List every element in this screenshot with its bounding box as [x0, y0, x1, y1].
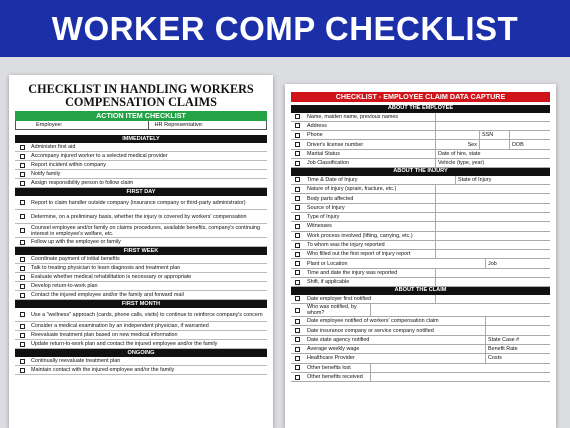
- checkbox[interactable]: [20, 342, 25, 347]
- checkbox[interactable]: [295, 215, 300, 220]
- section-about-claim: ABOUT THE CLAIM: [291, 287, 550, 295]
- checkbox[interactable]: [295, 319, 300, 324]
- injury-field-value[interactable]: [435, 204, 550, 212]
- checkbox[interactable]: [20, 240, 25, 245]
- field-first-notified: Date employer first notified: [291, 295, 550, 304]
- injury-field-value[interactable]: [435, 232, 550, 240]
- checkbox[interactable]: [20, 214, 25, 219]
- checklist-item-label: Administer first aid: [31, 144, 76, 150]
- section-immediately: IMMEDIATELY: [15, 135, 267, 143]
- left-checklist-page: [9, 75, 273, 428]
- checklist-item: [15, 273, 267, 282]
- field-time-reported: Time and date the injury was reported: [291, 269, 550, 278]
- checklist-item-label: Develop return-to-work plan: [31, 283, 98, 289]
- injury-field: [291, 185, 550, 194]
- injury-field: [291, 213, 550, 222]
- injury-field: [291, 241, 550, 250]
- section-ongoing: ONGOING: [15, 349, 267, 357]
- checkbox[interactable]: [20, 312, 25, 317]
- checklist-item-label: Assign responsibility person to follow claim: [31, 180, 134, 186]
- injury-field: [291, 194, 550, 203]
- checkbox[interactable]: [295, 205, 300, 210]
- checklist-item: [15, 366, 267, 375]
- field-date-wc: Date employee notified of workers' compensation claim: [291, 317, 550, 326]
- injury-field-label: Witnesses: [307, 223, 332, 230]
- injury-field-value[interactable]: [435, 222, 550, 230]
- left-sections: [15, 135, 267, 375]
- checkbox[interactable]: [20, 333, 25, 338]
- checkbox[interactable]: [20, 172, 25, 177]
- checkbox[interactable]: [295, 133, 300, 138]
- injury-field: [291, 222, 550, 231]
- checkbox[interactable]: [20, 163, 25, 168]
- banner-title: WORKER COMP CHECKLIST: [51, 9, 519, 47]
- right-claim-page: [285, 84, 556, 428]
- checklist-item-label: Consider a medical examination by an independent physician, if warranted: [31, 323, 209, 329]
- checkbox[interactable]: [295, 328, 300, 333]
- checkbox[interactable]: [20, 228, 25, 233]
- checkbox[interactable]: [20, 181, 25, 186]
- section-first-month: FIRST MONTH: [15, 300, 267, 308]
- checkbox[interactable]: [295, 196, 300, 201]
- checklist-item-label: Notify family: [31, 171, 61, 177]
- field-marital-hire: Marital Status Date of hire, state: [291, 150, 550, 159]
- checklist-item-label: Talk to treating physician to learn diagnosis and treatment plan: [31, 265, 181, 271]
- checkbox[interactable]: [295, 280, 300, 285]
- checklist-item: [15, 161, 267, 170]
- checkbox[interactable]: [295, 114, 300, 119]
- injury-field-value[interactable]: [435, 194, 550, 202]
- checkbox[interactable]: [295, 261, 300, 266]
- injury-field-label: Type of Injury: [307, 214, 340, 221]
- field-job-vehicle: Job Classification Vehicle (type, year): [291, 159, 550, 168]
- checkbox[interactable]: [20, 257, 25, 262]
- checkbox[interactable]: [295, 243, 300, 248]
- checkbox[interactable]: [20, 359, 25, 364]
- checkbox[interactable]: [295, 233, 300, 238]
- injury-field-label: Body parts affected: [307, 195, 354, 202]
- checkbox[interactable]: [295, 123, 300, 128]
- injury-field: [291, 204, 550, 213]
- field-name: Name, maiden name, previous names: [291, 113, 550, 122]
- field-date-insurance: Date insurance company or service company notified: [291, 326, 550, 335]
- checkbox[interactable]: [295, 365, 300, 370]
- checklist-item: [15, 170, 267, 179]
- checkbox[interactable]: [295, 252, 300, 257]
- banner: [0, 0, 570, 57]
- hr-representative-label: HR Representative:: [148, 121, 267, 129]
- checkbox[interactable]: [20, 200, 25, 205]
- section-about-employee: ABOUT THE EMPLOYEE: [291, 105, 550, 113]
- checkbox[interactable]: [20, 284, 25, 289]
- checklist-item-label: Update return-to-work plan and contact the injured employee and/or the family: [31, 341, 218, 347]
- field-who-notified: Who was notified, by whom?: [291, 304, 550, 317]
- action-item-header: ACTION ITEM CHECKLIST: [15, 111, 267, 121]
- checkbox[interactable]: [295, 151, 300, 156]
- field-plant-job: Plant or Location Job: [291, 259, 550, 268]
- checklist-item-label: Follow up with the employee or family: [31, 239, 121, 245]
- claim-data-header: CHECKLIST - EMPLOYEE CLAIM DATA CAPTURE: [291, 92, 550, 102]
- checkbox[interactable]: [20, 368, 25, 373]
- field-benefits-lost: Other benefits lost: [291, 364, 550, 373]
- checkbox[interactable]: [20, 275, 25, 280]
- checklist-item-label: Coordinate payment of initial benefits: [31, 256, 120, 262]
- checklist-item-label: Maintain contact with the injured employee and/or the family: [31, 367, 175, 373]
- checklist-item-label: Counsel employee and/or family on claims procedures, available benefits, company's continuing interest in employee's welfare, etc.: [31, 224, 261, 237]
- field-time-state: Time & Date of Injury State of Injury: [291, 176, 550, 185]
- field-address: Address: [291, 122, 550, 131]
- field-state-agency: Date state agency notified State Case #: [291, 336, 550, 345]
- injury-field: [291, 250, 550, 259]
- section-first-week: FIRST WEEK: [15, 247, 267, 255]
- injury-field-label: Source of Injury: [307, 204, 345, 211]
- checklist-item-label: Contact the injured employee and/or the family and forward mail: [31, 292, 184, 298]
- injury-field-label: To whom was the injury reported: [307, 242, 385, 248]
- checklist-item: [15, 282, 267, 291]
- checkbox[interactable]: [295, 337, 300, 342]
- checklist-item: [15, 179, 267, 188]
- checklist-item: [15, 322, 267, 331]
- checklist-item-label: Report incident within company: [31, 162, 106, 168]
- section-about-injury: ABOUT THE INJURY: [291, 168, 550, 176]
- checkbox[interactable]: [295, 224, 300, 229]
- checklist-item-label: Report to claim handler outside company (insurance company or third-party administrator): [31, 199, 246, 206]
- checklist-item-label: Continually reevaluate treatment plan: [31, 358, 121, 364]
- injury-field: [291, 232, 550, 241]
- injury-field-label: Who filled out the first report of injury report: [307, 251, 411, 258]
- checklist-item: [15, 143, 267, 152]
- field-phone-ssn: Phone SSN: [291, 131, 550, 140]
- checkbox[interactable]: [20, 324, 25, 329]
- employee-label: Employee:: [36, 122, 63, 128]
- checklist-item: [15, 255, 267, 264]
- checklist-item: [15, 308, 267, 322]
- checklist-item: [15, 238, 267, 247]
- checklist-item: [15, 196, 267, 210]
- checklist-item-label: Evaluate whether medical rehabilitation is necessary or appropriate: [31, 274, 192, 280]
- checkbox[interactable]: [20, 145, 25, 150]
- field-healthcare: Healthcare Provider Costs: [291, 354, 550, 363]
- injury-field-value[interactable]: [435, 250, 550, 258]
- checklist-item: [15, 210, 267, 224]
- checkbox[interactable]: [295, 270, 300, 275]
- checkbox[interactable]: [295, 356, 300, 361]
- checkbox[interactable]: [295, 187, 300, 192]
- left-title-line2: COMPENSATION CLAIMS: [65, 95, 217, 109]
- checklist-item: [15, 340, 267, 349]
- checkbox[interactable]: [20, 293, 25, 298]
- checkbox[interactable]: [295, 177, 300, 182]
- checklist-item-label: Accompany injured worker to a selected medical provider: [31, 153, 168, 159]
- left-title-line1: CHECKLIST IN HANDLING WORKERS: [28, 82, 254, 96]
- checklist-item: [15, 152, 267, 161]
- field-shift: Shift, if applicable: [291, 278, 550, 287]
- checklist-item-label: Reevaluate treatment plan based on new medical information: [31, 332, 178, 338]
- checklist-item-label: Use a "wellness" approach (cards, phone calls, visits) to continue to reinforce company's concern: [31, 311, 263, 318]
- checkbox[interactable]: [20, 154, 25, 159]
- checklist-item: [15, 291, 267, 300]
- injury-field-value[interactable]: [435, 213, 550, 221]
- injury-field-value[interactable]: [435, 241, 550, 249]
- checklist-item-label: Determine, on a preliminary basis, whether the injury is covered by workers' compensation: [31, 213, 247, 220]
- checkbox[interactable]: [295, 161, 300, 166]
- field-avg-wage: Average weekly wage Benefit Rate: [291, 345, 550, 354]
- checkbox[interactable]: [295, 347, 300, 352]
- checkbox[interactable]: [295, 375, 300, 380]
- checklist-item: [15, 331, 267, 340]
- checklist-item: [15, 357, 267, 366]
- injury-field-value[interactable]: [435, 185, 550, 193]
- injury-items: [291, 185, 550, 259]
- field-license-sex-dob: Driver's license number Sex DOB: [291, 140, 550, 149]
- checkbox[interactable]: [295, 142, 300, 147]
- checkbox[interactable]: [295, 296, 300, 301]
- section-first-day: FIRST DAY: [15, 188, 267, 196]
- checkbox[interactable]: [20, 266, 25, 271]
- checkbox[interactable]: [295, 308, 300, 313]
- employee-hr-row: [15, 121, 267, 130]
- field-benefits-received: Other benefits received: [291, 373, 550, 382]
- injury-field-label: Nature of injury (sprain, fracture, etc.): [307, 186, 397, 193]
- checklist-item: [15, 264, 267, 273]
- checklist-item: [15, 224, 267, 238]
- injury-field-label: Work process involved (lifting, carrying, etc.): [307, 232, 413, 239]
